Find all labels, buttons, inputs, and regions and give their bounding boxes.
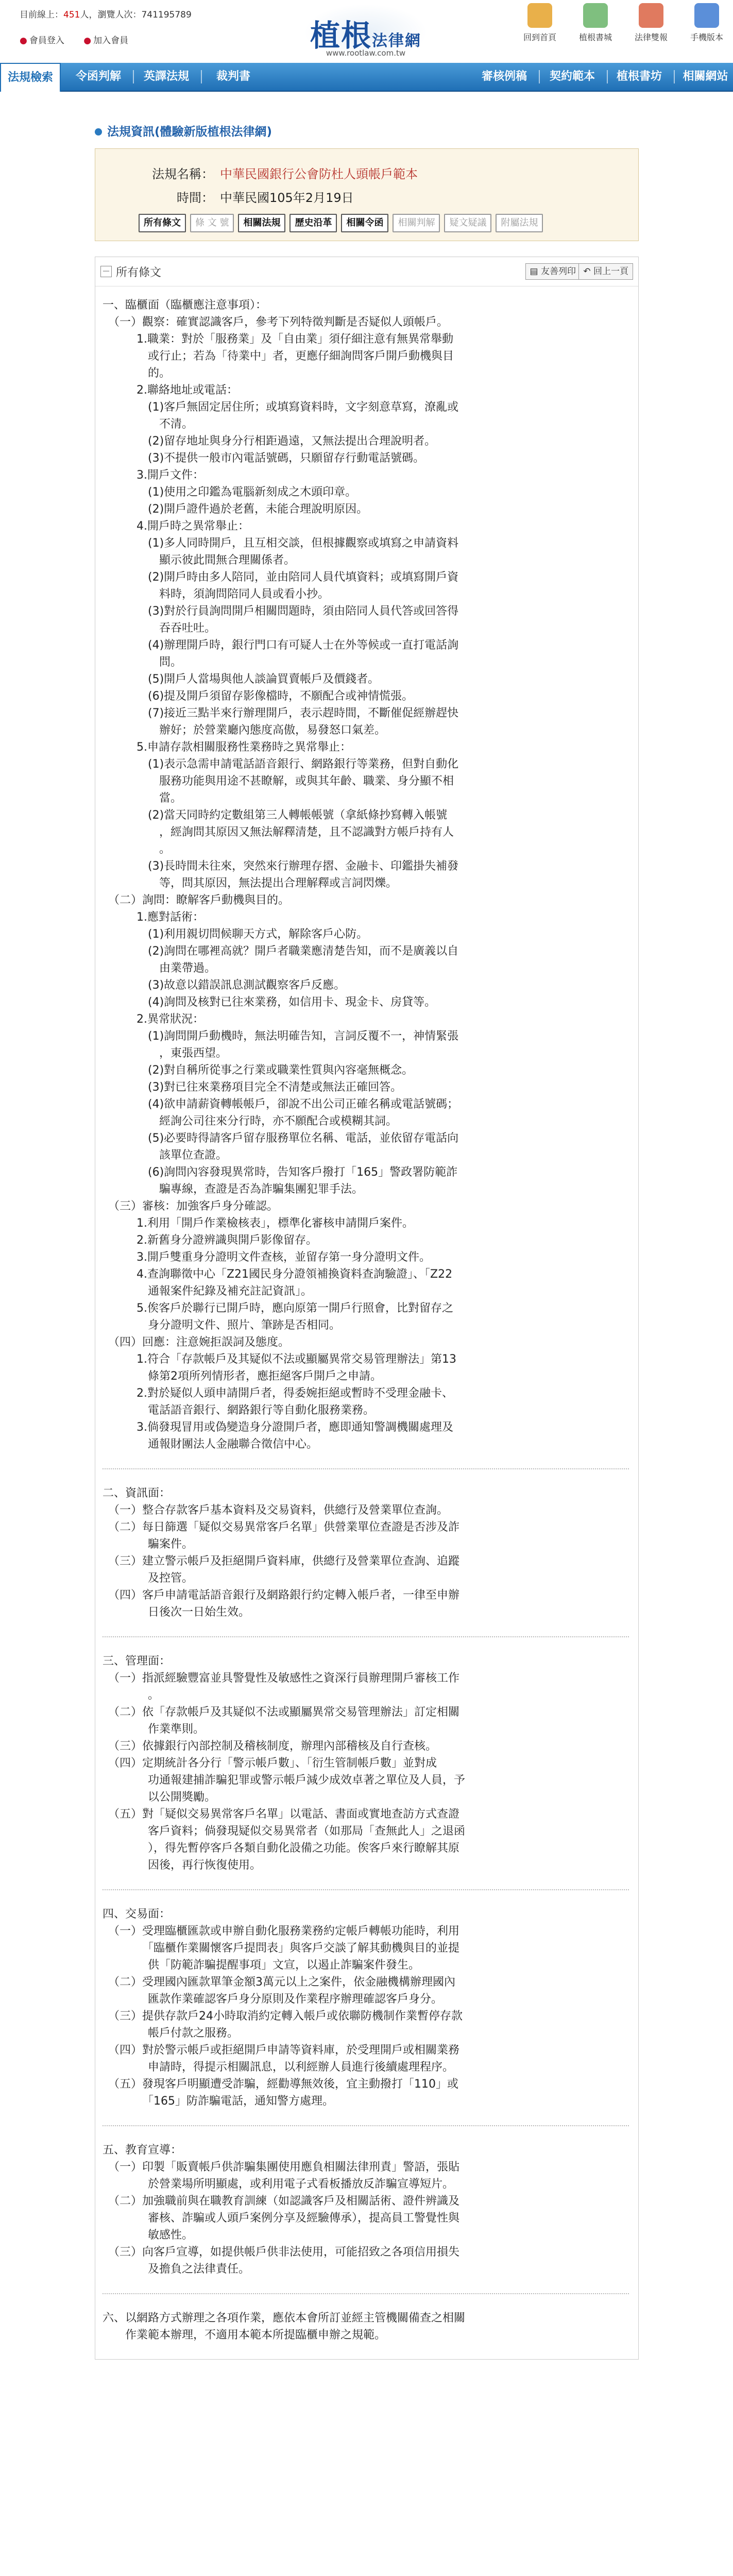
article-line: (4)欲申請薪資轉帳帳戶，卻說不出公司正確名稱或電話號碼； bbox=[103, 1098, 459, 1111]
article-line: 吞吞吐吐。 bbox=[103, 622, 216, 635]
user-icon: ● bbox=[20, 36, 27, 46]
article-line: (6)詢問內容發現異常時，告知客戶撥打「165」警政署防範詐 bbox=[103, 1166, 458, 1179]
articles-title: 所有條文 bbox=[116, 266, 162, 279]
article-line: 辦好；於營業廳內態度高傲，易發怒口氣差。 bbox=[103, 724, 386, 737]
law-name-value: 中華民國銀行公會防杜人頭帳戶範本 bbox=[220, 167, 418, 181]
article-line: (3)長時間未往來，突然來行辦理存摺、金融卡、印鑑掛失補發 bbox=[103, 860, 459, 873]
law-button-2[interactable]: 相關法規 bbox=[238, 214, 285, 232]
article-line: 及控管。 bbox=[103, 1572, 194, 1585]
article-line: 供「防範詐騙提醒事項」文宣，以遏止詐騙案件發生。 bbox=[103, 1959, 420, 1972]
article-line: 作業範本辦理，不適用本範本所提臨櫃申辦之規範。 bbox=[103, 2329, 386, 2342]
article-2 bbox=[103, 1478, 629, 1637]
tool-label: 手機版本 bbox=[690, 32, 723, 42]
article-line: (6)提及開戶須留存影像檔時，不願配合或神情慌張。 bbox=[103, 690, 414, 703]
nav-judgments[interactable]: 裁判書 bbox=[216, 70, 250, 83]
article-line: 1.應對話術： bbox=[103, 911, 204, 924]
nav-bookshop[interactable]: 植根書坊 bbox=[616, 70, 662, 83]
tool-link-1[interactable] bbox=[571, 3, 620, 55]
law-button-3[interactable]: 歷史沿革 bbox=[289, 214, 337, 232]
article-line: 5.申請存款相關服務性業務時之異常舉止： bbox=[103, 741, 351, 754]
article-line: 匯款作業確認客戶身分原則及作業程序辦理確認客戶身分。 bbox=[103, 1993, 443, 2006]
article-line: 不清。 bbox=[103, 418, 194, 431]
article-line: 。 bbox=[103, 843, 171, 856]
nav-review[interactable]: 審核例稿 bbox=[481, 70, 527, 83]
article-line: (1)詢問開戶動機時，無法明確告知，言詞反覆不一，神情緊張 bbox=[103, 1030, 459, 1043]
article-line: （三）依據銀行內部控制及稽核制度，辦理內部稽核及自行查核。 bbox=[103, 1740, 437, 1753]
article-line: 騙案件。 bbox=[103, 1538, 194, 1551]
article-line: 二、資訊面： bbox=[103, 1487, 171, 1500]
article-line: （一）印製「販賣帳戶供詐騙集團使用應負相關法律刑責」警語，張貼 bbox=[103, 2161, 460, 2174]
printer-icon: ▤ bbox=[530, 266, 538, 277]
article-line: 4.查詢聯徵中心「Z21國民身分證領補換資料查詢驗證」、「Z22 bbox=[103, 1268, 453, 1281]
article-line: 的。 bbox=[103, 367, 171, 380]
bullet-icon bbox=[95, 128, 102, 135]
article-line: 身分證明文件、照片、筆跡是否相同。 bbox=[103, 1319, 341, 1332]
article-line: 作業準則。 bbox=[103, 1723, 205, 1736]
section-title-text[interactable]: 法規資訊(體驗新版植根法律網) bbox=[107, 125, 272, 139]
back-label: 回上一頁 bbox=[593, 266, 628, 277]
law-name-label: 法規名稱： bbox=[152, 167, 214, 181]
article-line: (4)詢問及核對已往來業務，如信用卡、現金卡、房貸等。 bbox=[103, 996, 436, 1009]
articles-card-header bbox=[95, 257, 638, 286]
nav-sites[interactable]: 相關網站 bbox=[683, 70, 728, 83]
article-line: 3.開戶文件： bbox=[103, 469, 204, 482]
article-line: 2.新舊身分證辨識與開戶影像留存。 bbox=[103, 1234, 317, 1247]
article-line: （二）每日篩選「疑似交易異常客戶名單」供營業單位查證是否涉及詐 bbox=[103, 1521, 460, 1534]
law-date-value: 中華民國105年2月19日 bbox=[220, 191, 354, 205]
join-label: 加入會員 bbox=[93, 36, 129, 46]
article-line: 電話語音銀行、網路銀行等自動化服務業務。 bbox=[103, 1404, 375, 1417]
article-line: （一）觀察：確實認識客戶，參考下列特徵判斷是否疑似人頭帳戶。 bbox=[103, 316, 449, 329]
tool-icon bbox=[583, 3, 608, 28]
law-button-0[interactable]: 所有條文 bbox=[139, 214, 186, 232]
article-line: ，經詢問其原因又無法解釋清楚，且不認識對方帳戶持有人 bbox=[103, 826, 454, 839]
law-info-box bbox=[95, 148, 639, 241]
article-line: 通報案件紀錄及補充註記資訊」。 bbox=[103, 1285, 313, 1298]
article-line: 敏感性。 bbox=[103, 2229, 194, 2242]
articles-card bbox=[95, 257, 639, 2360]
logo-url: www.rootlaw.com.tw bbox=[326, 48, 406, 58]
print-label: 友善列印 bbox=[541, 266, 576, 277]
tool-icon bbox=[694, 3, 719, 28]
back-icon: ↶ bbox=[583, 266, 591, 277]
article-5 bbox=[103, 2134, 629, 2294]
article-line: 或行止；若為「待業中」者，更應仔細詢問客戶開戶動機與目 bbox=[103, 350, 454, 363]
tool-link-2[interactable] bbox=[626, 3, 676, 55]
collapse-icon[interactable]: － bbox=[100, 266, 112, 277]
article-line: 功通報建捕詐騙犯罪或警示帳戶減少成效卓著之單位及人員，予 bbox=[103, 1774, 466, 1787]
main-content bbox=[95, 123, 639, 2360]
article-line: （一）指派經驗豐富並具警覺性及敏感性之資深行員辦理開戶審核工作 bbox=[103, 1672, 460, 1685]
article-line: (2)詢問在哪裡高就？開戶者職業應清楚告知，而不是廣義以自 bbox=[103, 945, 459, 958]
article-line: 「臨櫃作業關懷客戶提問表」與客戶交談了解其動機與目的並提 bbox=[103, 1942, 460, 1955]
article-line: 四、交易面： bbox=[103, 1908, 171, 1921]
article-line: (1)客戶無固定居住所；或填寫資料時，文字刻意草寫，潦亂或 bbox=[103, 401, 459, 414]
online-label: 目前線上： bbox=[20, 10, 63, 20]
article-line: 等，問其原因，無法提出合理解釋或言詞閃爍。 bbox=[103, 877, 398, 890]
user-add-icon: ● bbox=[83, 36, 92, 46]
article-line: （二）詢問：瞭解客戶動機與目的。 bbox=[103, 894, 290, 907]
article-line: 。 bbox=[103, 1689, 160, 1702]
tool-label: 回到首頁 bbox=[523, 32, 556, 42]
article-line: 因後，再行恢復使用。 bbox=[103, 1859, 262, 1872]
article-line: 服務功能與用途不甚瞭解，或與其年齡、職業、身分顯不相 bbox=[103, 775, 454, 788]
article-line: (1)使用之印鑑為電腦新刻成之木頭印章。 bbox=[103, 486, 357, 499]
article-line: (3)不提供一般市內電話號碼，只願留存行動電話號碼。 bbox=[103, 452, 425, 465]
article-line: 顯示彼此間無合理關係者。 bbox=[103, 554, 296, 567]
article-4 bbox=[103, 1899, 629, 2126]
article-line: 3.開戶雙重身分證明文件查核，並留存第一身分證明文件。 bbox=[103, 1251, 431, 1264]
article-line: （三）提供存款戶24小時取消約定轉入帳戶或依聯防機制作業暫停存款 bbox=[103, 2010, 463, 2023]
tool-icon bbox=[527, 3, 552, 28]
article-line: 該單位查證。 bbox=[103, 1149, 228, 1162]
print-button[interactable] bbox=[525, 263, 581, 280]
article-line: 1.利用「開戶作業檢核表」，標準化審核申請開戶案件。 bbox=[103, 1217, 414, 1230]
law-button-bar bbox=[139, 214, 638, 232]
nav-contracts[interactable]: 契約範本 bbox=[549, 70, 595, 83]
article-line: 及擔負之法律責任。 bbox=[103, 2263, 250, 2276]
section-title bbox=[95, 123, 639, 141]
article-line: （二）加強職前與在職教育訓練（如認識客戶及相關話術、證件辨識及 bbox=[103, 2195, 460, 2208]
article-line: (2)開戶證件過於老舊，未能合理說明原因。 bbox=[103, 503, 368, 516]
tool-label: 植根書城 bbox=[578, 32, 612, 42]
article-line: (2)開戶時由多人陪同，並由陪同人員代填資料；或填寫開戶資 bbox=[103, 571, 459, 584]
article-line: ），得先暫停客戶各類自動化設備之功能。俟客戶來行瞭解其原 bbox=[103, 1842, 460, 1855]
article-line: 經詢公司往來分行時，亦不願配合或模糊其詞。 bbox=[103, 1115, 398, 1128]
article-line: （五）發現客戶明顯遭受詐騙，經勸導無效後，宜主動撥打「110」或 bbox=[103, 2078, 458, 2091]
article-line: （一）受理臨櫃匯款或申辦自動化服務業務約定帳戶轉帳功能時，利用 bbox=[103, 1925, 460, 1938]
article-1 bbox=[103, 290, 629, 1469]
article-line: （三）建立警示帳戶及拒絕開戶資料庫，供總行及營業單位查詢、追蹤 bbox=[103, 1555, 460, 1568]
top-header bbox=[0, 0, 733, 63]
article-line: 以公開獎勵。 bbox=[103, 1791, 216, 1804]
member-links bbox=[20, 33, 145, 46]
article-line: 3.倘發現冒用或偽變造身分證開戶者，應即通知警調機關處理及 bbox=[103, 1421, 453, 1434]
site-logo[interactable] bbox=[288, 4, 443, 61]
law-button-5[interactable]: 相關判解 bbox=[393, 214, 440, 232]
article-6 bbox=[103, 2302, 629, 2359]
tool-links bbox=[515, 3, 731, 55]
article-line: 1.符合「存款帳戶及其疑似不法或顯屬異常交易管理辦法」第13 bbox=[103, 1353, 456, 1366]
back-button[interactable] bbox=[578, 263, 633, 280]
article-line: (2)對自稱所從事之行業或職業性質與內容毫無概念。 bbox=[103, 1064, 414, 1077]
nav-rulings[interactable]: 令函判解 bbox=[75, 70, 121, 83]
article-line: (7)接近三點半來行辦理開戶，表示趕時間，不斷催促經辦趕快 bbox=[103, 707, 459, 720]
article-line: 帳戶付款之服務。 bbox=[103, 2027, 239, 2040]
article-line: （二）受理國內匯款單筆金額3萬元以上之案件，依金融機構辦理國內 bbox=[103, 1976, 455, 1989]
online-count: 451 bbox=[63, 10, 80, 20]
visitors-label: 人，瀏覽人次：741195789 bbox=[80, 10, 192, 20]
article-3 bbox=[103, 1646, 629, 1890]
article-line: (3)對於行員詢問開戶相關問題時，須由陪同人員代答或回答得 bbox=[103, 605, 459, 618]
article-line: （二）依「存款帳戶及其疑似不法或顯屬異常交易管理辦法」訂定相關 bbox=[103, 1706, 460, 1719]
article-line: 2.異常狀況： bbox=[103, 1013, 204, 1026]
article-line: (3)故意以錯誤訊息測試觀察客戶反應。 bbox=[103, 979, 346, 992]
article-line: (1)表示急需申請電話語音銀行、網路銀行等業務，但對自動化 bbox=[103, 758, 459, 771]
join-link[interactable] bbox=[83, 36, 137, 46]
article-line: (1)多人同時開戶，且互相交談，但根據觀察或填寫之申請資料 bbox=[103, 537, 459, 550]
article-line: 4.開戶時之異常舉止： bbox=[103, 520, 249, 533]
law-button-6[interactable]: 疑文疑議 bbox=[444, 214, 491, 232]
article-line: (2)留存地址與身分行相距過遠，又無法提出合理說明者。 bbox=[103, 435, 436, 448]
articles-body bbox=[95, 286, 638, 2359]
main-nav bbox=[0, 63, 733, 92]
article-line: 由業帶過。 bbox=[103, 962, 216, 975]
law-button-4[interactable]: 相關令函 bbox=[341, 214, 388, 232]
article-line: (5)必要時得請客戶留存服務單位名稱、電話，並依留存電話向 bbox=[103, 1132, 459, 1145]
tool-label: 法律雙報 bbox=[634, 32, 668, 42]
article-line: （四）回應：注意婉拒誤詞及態度。 bbox=[103, 1336, 290, 1349]
nav-english[interactable]: 英譯法規 bbox=[143, 70, 189, 83]
article-line: 騙專線，查證是否為詐騙集團犯罪手法。 bbox=[103, 1183, 364, 1196]
article-line: ，東張西望。 bbox=[103, 1047, 228, 1060]
article-line: 5.俟客戶於聯行已開戶時，應向原第一開戶行照會，比對留存之 bbox=[103, 1302, 453, 1315]
article-line: 條第2項所列情形者，應拒絕客戶開戶之申請。 bbox=[103, 1370, 382, 1383]
article-line: 三、管理面： bbox=[103, 1655, 171, 1668]
online-counter bbox=[20, 7, 192, 20]
article-line: 2.對於疑似人頭申請開戶者，得委婉拒絕或暫時不受理金融卡、 bbox=[103, 1387, 453, 1400]
article-line: (2)當天同時約定數組第三人轉帳帳號（拿紙條抄寫轉入帳號 bbox=[103, 809, 448, 822]
article-line: （三）向客戶宣導，如提供帳戶供非法使用，可能招致之各項信用損失 bbox=[103, 2246, 460, 2259]
law-date-label: 時間： bbox=[177, 191, 214, 205]
article-line: 一、臨櫃面（臨櫃應注意事項）： bbox=[103, 299, 267, 312]
article-line: (5)開戶人當場與他人談論買賣帳戶及價錢者。 bbox=[103, 673, 380, 686]
login-label: 會員登入 bbox=[29, 36, 64, 46]
article-line: 「165」防詐騙電話，通知警方處理。 bbox=[103, 2095, 334, 2108]
article-line: 2.聯絡地址或電話： bbox=[103, 384, 238, 397]
article-line: 客戶資料；倘發現疑似交易異常者（如那局「查無此人」之退函 bbox=[103, 1825, 466, 1838]
article-line: （三）審核：加強客戶身分確認。 bbox=[103, 1200, 279, 1213]
article-line: （四）客戶申請電話語音銀行及網路銀行約定轉入帳戶者，一律至申辦 bbox=[103, 1589, 460, 1602]
logo-main: 植根 bbox=[310, 18, 372, 53]
article-line: 於營業場所明顯處，或利用電子式看板播放反詐騙宣導短片。 bbox=[103, 2178, 454, 2191]
article-line: 問。 bbox=[103, 656, 182, 669]
law-button-1[interactable]: 條 文 號 bbox=[190, 214, 234, 232]
article-line: (4)辦理開戶時，銀行門口有可疑人士在外等候或一直打電話詢 bbox=[103, 639, 459, 652]
tool-link-3[interactable] bbox=[682, 3, 731, 55]
tool-link-0[interactable] bbox=[515, 3, 565, 55]
article-line: 1.職業：對於「服務業」及「自由業」須仔細注意有無異常舉動 bbox=[103, 333, 453, 346]
article-line: 當。 bbox=[103, 792, 182, 805]
article-line: （四）定期統計各分行「警示帳戶數」、「衍生管制帳戶數」並對成 bbox=[103, 1757, 437, 1770]
article-line: 申請時，得提示相關訊息，以利經辦人員進行後續處理程序。 bbox=[103, 2061, 454, 2074]
tool-icon bbox=[639, 3, 663, 28]
article-line: (1)利用親切問候聊天方式，解除客戶心防。 bbox=[103, 928, 368, 941]
article-line: 通報財團法人金融聯合徵信中心。 bbox=[103, 1438, 318, 1451]
logo-sub: 法律網 bbox=[372, 32, 421, 50]
article-line: 六、以網路方式辦理之各項作業，應依本會所訂並經主管機關備查之相關 bbox=[103, 2312, 466, 2325]
article-line: (3)對已往來業務項目完全不清楚或無法正確回答。 bbox=[103, 1081, 402, 1094]
article-line: 五、教育宣導： bbox=[103, 2144, 182, 2157]
login-link[interactable] bbox=[20, 36, 73, 46]
article-line: 日後次一日始生效。 bbox=[103, 1606, 250, 1619]
article-line: （五）對「疑似交易異常客戶名單」以電話、書面或實地查訪方式查證 bbox=[103, 1808, 460, 1821]
law-button-7[interactable]: 附屬法規 bbox=[496, 214, 543, 232]
article-line: 料時，須詢問陪同人員或看小抄。 bbox=[103, 588, 330, 601]
article-line: （一）整合存款客戶基本資料及交易資料，供總行及營業單位查詢。 bbox=[103, 1504, 449, 1517]
article-line: （四）對於警示帳戶或拒絕開戶申請等資料庫，於受理開戶或相關業務 bbox=[103, 2044, 460, 2057]
nav-laws[interactable]: 法規檢索 bbox=[0, 63, 61, 92]
article-line: 審核、詐騙或人頭戶案例分享及經驗傳承），提高員工警覺性與 bbox=[103, 2212, 460, 2225]
